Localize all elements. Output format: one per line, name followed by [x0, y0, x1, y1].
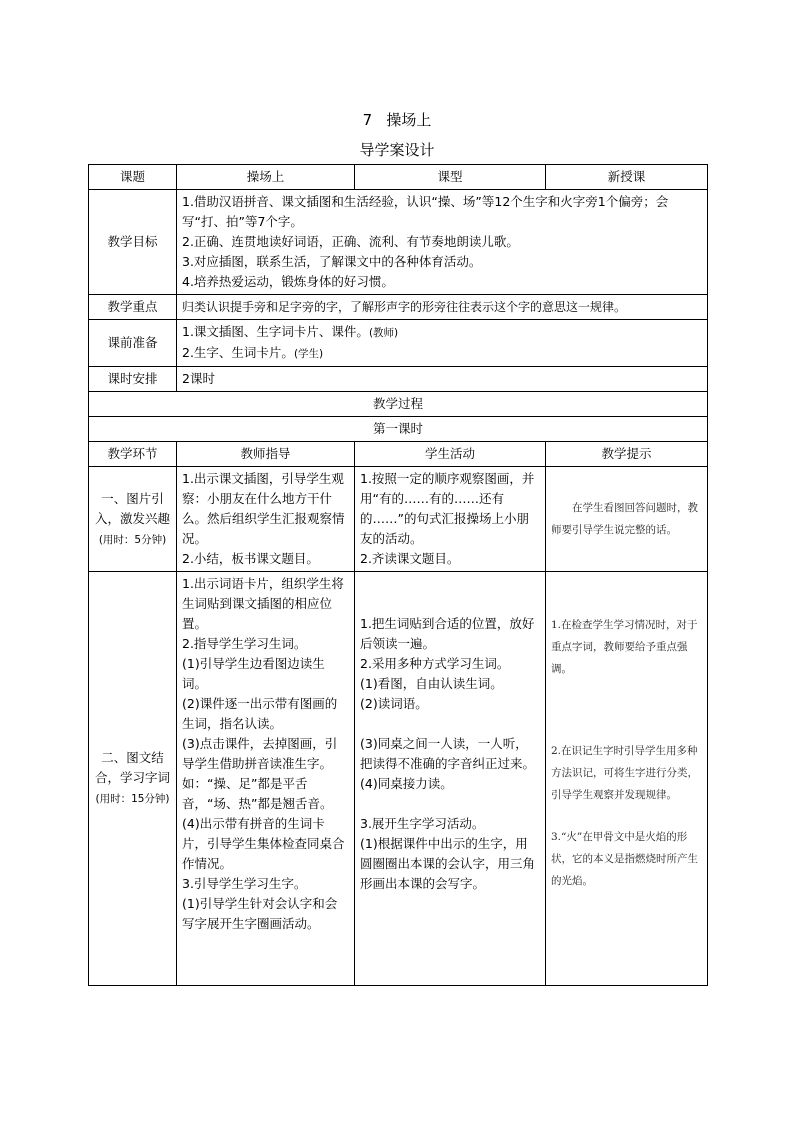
stage-row-2 [89, 572, 708, 986]
teacher-step: 2.指导学生学习生词。 [182, 636, 307, 651]
lesson-title: 7 操场上 [362, 111, 432, 129]
column-student: 学生活动 [355, 442, 546, 467]
stage-1-student [355, 467, 546, 572]
prep-line-teacher: 1.课文插图、生字词卡片、课件。 [182, 324, 369, 339]
key-point-row [89, 295, 708, 320]
key-point-label: 教学重点 [89, 295, 177, 320]
stage-1-cell [89, 467, 177, 572]
stage-2-cell [89, 572, 177, 986]
topic-label: 课题 [89, 165, 177, 190]
schedule-value: 2课时 [177, 367, 708, 392]
student-step: (3)同桌之间一人读，一人听，把读得不准确的字音纠正过来。 [360, 736, 536, 771]
prep-student-note: (学生) [293, 348, 324, 360]
student-step: 2.齐读课文题目。 [360, 551, 460, 566]
lesson-plan-table [88, 164, 708, 986]
key-point-text: 归类认识提手旁和足字旁的字，了解形声字的形旁往往表示这个字的意思这一规律。 [177, 295, 708, 320]
tip-item: 1.在检查学生学习情况时，对于重点字词，教师要给予重点强调。 [551, 619, 698, 675]
document-subtitle: 导学案设计 [359, 141, 435, 159]
prep-row [89, 320, 708, 367]
column-teacher: 教师指导 [177, 442, 355, 467]
student-step: 2.采用多种方式学习生词。 [360, 656, 510, 671]
goal-item: 2.正确、连贯地读好词语，正确、流利、有节奏地朗读儿歌。 [182, 234, 519, 249]
type-value: 新授课 [546, 165, 708, 190]
stage-2-tips [546, 572, 708, 986]
student-step: 3.展开生字学习活动。 [360, 816, 485, 831]
goals-label: 教学目标 [89, 190, 177, 295]
column-tips: 教学提示 [546, 442, 708, 467]
tip-item: 3.“火”在甲骨文中是火焰的形状，它的本义是指燃烧时所产生的光焰。 [551, 831, 698, 887]
prep-label: 课前准备 [89, 320, 177, 367]
tip-item: 2.在识记生字时引导学生用多种方法识记，可将生字进行分类，引导学生观察并发现规律。 [551, 745, 698, 801]
topic-value: 操场上 [177, 165, 355, 190]
goals-row [89, 190, 708, 295]
student-step: (2)读词语。 [360, 696, 428, 711]
goal-item: 1.借助汉语拼音、课文插图和生活经验，认识“操、场”等12个生字和火字旁1个偏旁；会写“打、拍”等7个字。 [182, 194, 669, 229]
type-label: 课型 [355, 165, 546, 190]
process-title-row [89, 392, 708, 417]
schedule-label: 课时安排 [89, 367, 177, 392]
header-row [89, 165, 708, 190]
stage-1-teacher [177, 467, 355, 572]
column-stage: 教学环节 [89, 442, 177, 467]
teacher-step: 1.出示课文插图，引导学生观察：小朋友在什么地方干什么。然后组织学生汇报观察情况。 [182, 471, 345, 546]
stage-1-time: (用时：5分钟) [98, 533, 167, 546]
prep-teacher-note: (教师) [368, 327, 399, 339]
stage-2-time: (用时：15分钟) [95, 793, 170, 805]
student-step: (1)根据课件中出示的生字，用圆圈圈出本课的会认字，用三角形画出本课的会写字。 [360, 836, 536, 891]
tip-item: 在学生看图回答问题时，教师要引导学生说完整的话。 [551, 502, 698, 536]
stage-2-student [355, 572, 546, 986]
prep-line-student: 2.生字、生词卡片。 [182, 345, 294, 360]
stage-2-name: 二、图文结合，学习字词 [94, 750, 170, 785]
teacher-step: (3)点击课件，去掉图画，引导学生借助拼音读准生字。如：“操、足”都是平舌音，“场、热”都是翘舌音。 [182, 736, 338, 811]
stage-row-1 [89, 467, 708, 572]
student-step: 1.按照一定的顺序观察图画，并用“有的……有的……还有的……”的句式汇报操场上小朋友的活动。 [360, 471, 535, 546]
student-step: (1)看图，自由认读生词。 [360, 676, 503, 691]
teacher-step: 3.引导学生学习生字。 [182, 876, 307, 891]
first-lesson-title: 第一课时 [89, 417, 708, 442]
lesson-title-row [89, 417, 708, 442]
goal-item: 4.培养热爱运动，锻炼身体的好习惯。 [182, 274, 394, 289]
goals-content [177, 190, 708, 295]
teacher-step: 2.小结，板书课文题目。 [182, 551, 319, 566]
teacher-step: (1)引导学生针对会认字和会写字展开生字圈画活动。 [182, 896, 338, 931]
stage-2-teacher [177, 572, 355, 986]
stage-1-name: 一、图片引入，激发兴趣 [94, 490, 170, 526]
goal-item: 3.对应插图，联系生活，了解课文中的各种体育活动。 [182, 254, 482, 269]
prep-content [177, 320, 708, 367]
teacher-step: 1.出示词语卡片，组织学生将生词贴到课文插图的相应位置。 [182, 576, 344, 631]
schedule-row [89, 367, 708, 392]
teacher-step: (2)课件逐一出示带有图画的生词，指名认读。 [182, 696, 338, 731]
teacher-step: (4)出示带有拼音的生词卡片，引导学生集体检查同桌合作情况。 [182, 816, 345, 871]
student-step: (4)同桌接力读。 [360, 776, 453, 791]
student-step: 1.把生词贴到合适的位置，放好后领读一遍。 [360, 616, 535, 651]
stage-1-tips [546, 467, 708, 572]
teacher-step: (1)引导学生边看图边读生词。 [182, 656, 325, 691]
column-header-row [89, 442, 708, 467]
process-title: 教学过程 [89, 392, 708, 417]
